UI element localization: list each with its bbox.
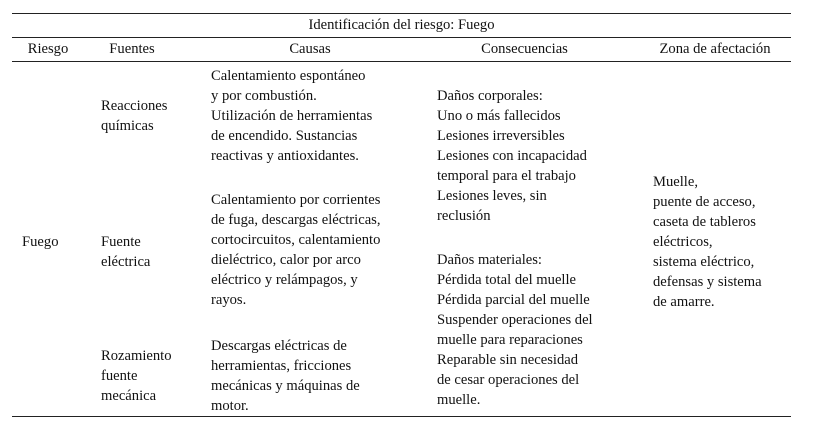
cell-fuente-reacciones-quimicas: Reacciones químicas [101, 98, 168, 134]
header-riesgo: Riesgo [27, 41, 69, 57]
cell-fuente-electrica: Fuente eléctrica [101, 234, 151, 270]
header-causas: Causas [289, 41, 331, 57]
title-divider-rule [12, 37, 791, 38]
header-fuentes: Fuentes [109, 41, 155, 57]
header-consecuencias: Consecuencias [481, 41, 568, 57]
header-zona-afectacion: Zona de afectación [659, 41, 771, 57]
cell-riesgo: Fuego [22, 234, 59, 250]
cell-causa-electrica: Calentamiento por corrientes de fuga, descargas eléctricas, cortocircuitos, calentamiento dieléctrico, calor por arco eléctrico y relámpagos, y rayos. [211, 192, 381, 308]
cell-causa-quimica: Calentamiento espontáneo y por combustión. Utilización de herramientas de encendido. Sustancias reactivas y antioxidantes. [211, 68, 373, 164]
cell-fuente-mecanica: Rozamiento fuente mecánica [101, 348, 172, 404]
cell-consecuencias-corporales: Daños corporales: Uno o más fallecidos Lesiones irreversibles Lesiones con incapacidad temporal para el trabajo Lesiones leves, sin reclusión [437, 88, 587, 224]
table-title: Identificación del riesgo: Fuego [308, 17, 495, 33]
cell-consecuencias-materiales: Daños materiales: Pérdida total del muelle Pérdida parcial del muelle Suspender operaciones del muelle para reparaciones Reparable sin necesidad de cesar operaciones del muelle. [437, 252, 593, 408]
table-bottom-rule [12, 416, 791, 417]
table-top-rule [12, 13, 791, 14]
cell-zona-afectacion: Muelle, puente de acceso, caseta de tableros eléctricos, sistema eléctrico, defensas y sistema de amarre. [653, 174, 762, 310]
header-divider-rule [12, 61, 791, 62]
cell-causa-mecanica: Descargas eléctricas de herramientas, fricciones mecánicas y máquinas de motor. [211, 338, 360, 414]
